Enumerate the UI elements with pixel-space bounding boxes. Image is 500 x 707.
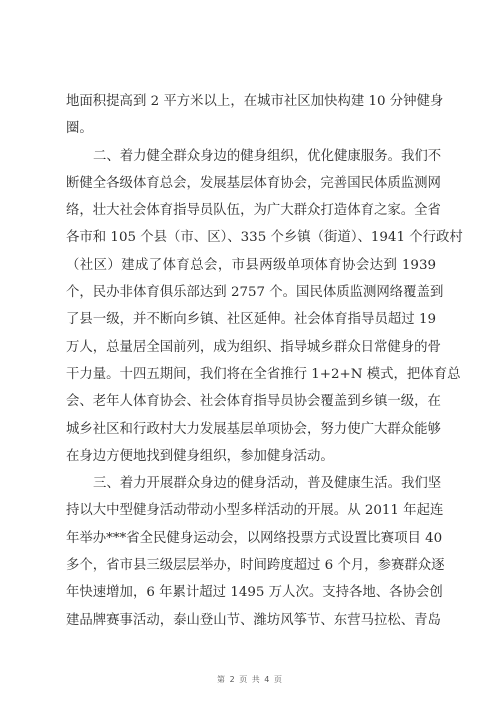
text-line: 干力量。十四五期间，我们将在全省推行 1+2+N 模式，把体育总 (66, 366, 461, 382)
text-line: 圈。 (66, 121, 93, 137)
text-line: 二、着力健全群众身边的健身组织，优化健康服务。我们不 (93, 148, 442, 164)
text-line: 个，民办非体育俱乐部达到 2757 个。国民体质监测网络覆盖到 (66, 285, 444, 301)
text-line: 多个，省市县三级层层举办，时间跨度超过 6 个月，参赛群众逐 (66, 558, 445, 574)
text-line: 年快速增加，6 年累计超过 1495 万人次。支持各地、各协会创 (66, 585, 443, 601)
text-line: 会、老年人体育协会、社会体育指导员协会覆盖到乡镇一级，在 (66, 394, 441, 410)
text-line: 城乡社区和行政村大力发展基层单项协会，努力使广大群众能够 (66, 421, 441, 437)
text-line: 断健全各级体育总会，发展基层体育协会，完善国民体质监测网 (66, 175, 441, 191)
text-line: 年举办***省全民健身运动会，以网络投票方式设置比赛项目 40 (66, 530, 443, 546)
document-body (66, 88, 463, 634)
text-line: 地面积提高到 2 平方米以上，在城市社区加快构建 10 分钟健身 (66, 94, 444, 109)
text-line: 在身边方便地找到健身组织，参加健身活动。 (66, 448, 334, 464)
text-line: 各市和 105 个县（市、区）、335 个乡镇（街道）、1941 个行政村 (66, 230, 463, 246)
text-line: 建品牌赛事活动，泰山登山节、潍坊风筝节、东营马拉松、青岛 (66, 612, 441, 628)
text-line: 持以大中型健身活动带动小型多样活动的开展。从 2011 年起连 (66, 503, 444, 519)
text-line: （社区）建成了体育总会，市县两级单项体育协会达到 1939 (66, 257, 436, 273)
text-line: 了县一级，并不断向乡镇、社区延伸。社会体育指导员超过 19 (66, 312, 436, 328)
text-line: 三、着力开展群众身边的健身活动，普及健康生活。我们坚 (93, 476, 442, 492)
text-line: 络，壮大社会体育指导员队伍，为广大群众打造体育之家。全省 (66, 203, 441, 219)
page-footer: 第 2 页 共 4 页 (217, 675, 283, 684)
text-line: 万人，总量居全国前列，成为组织、指导城乡群众日常健身的骨 (66, 339, 441, 355)
